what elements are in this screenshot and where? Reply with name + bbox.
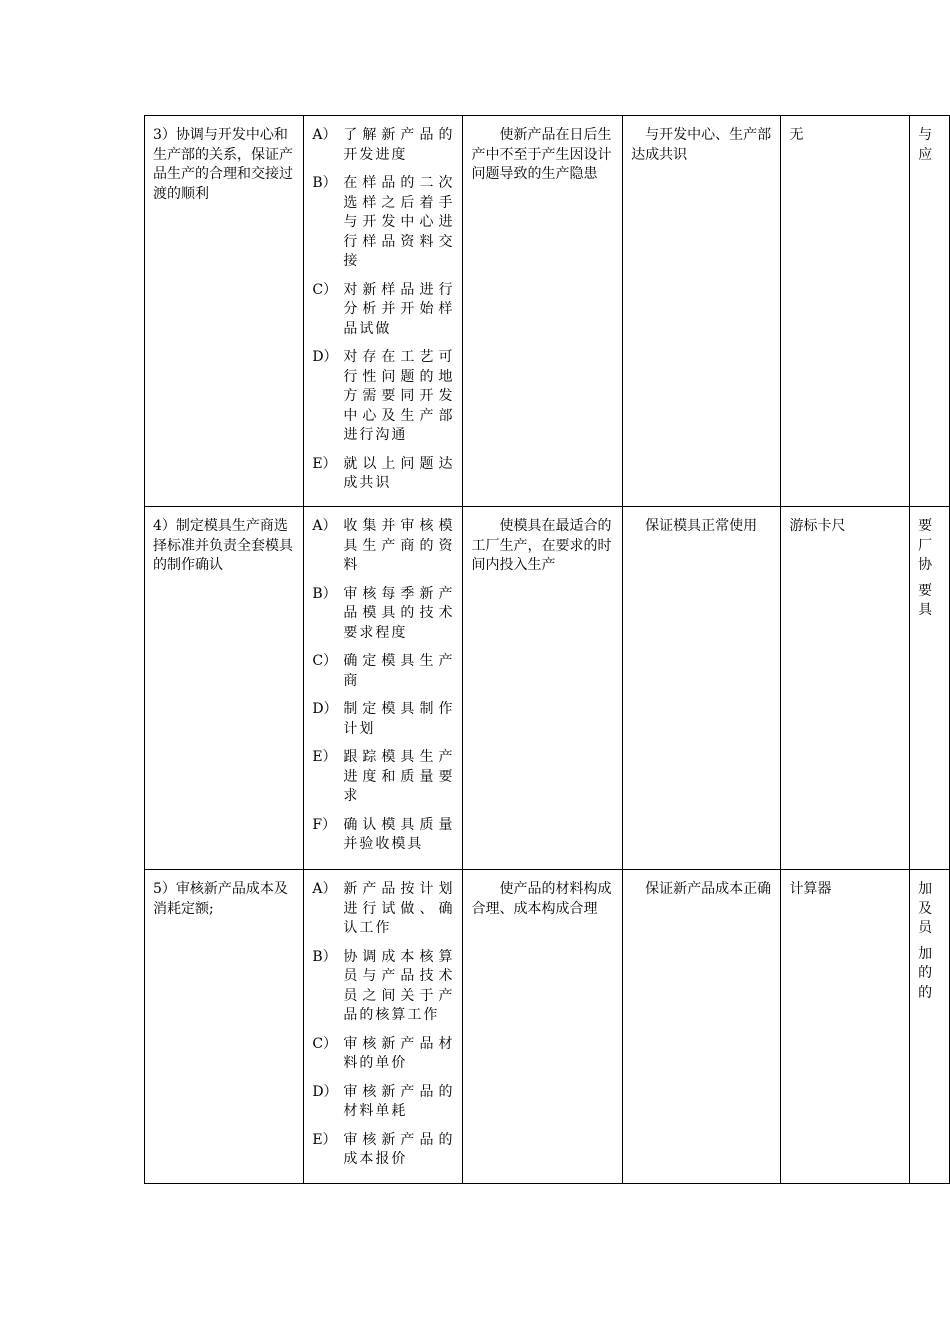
list-item bbox=[312, 174, 454, 272]
list-item bbox=[312, 517, 454, 576]
step-text: 协调成本核算员与产品技术员之间关于产品的核算工作 bbox=[343, 948, 455, 1023]
note-line: 与 bbox=[918, 127, 933, 143]
step-text: 跟踪模具生产进度和质量要求 bbox=[343, 749, 455, 804]
step-text: 确定模具生产商 bbox=[343, 653, 455, 689]
list-item bbox=[312, 126, 454, 165]
note-cell bbox=[910, 116, 950, 507]
tool-cell: 无 bbox=[781, 116, 910, 507]
standard-cell: 与开发中心、生产部达成共识 bbox=[623, 116, 781, 507]
note-line: 员 bbox=[918, 920, 933, 936]
step-label: E） bbox=[312, 1131, 337, 1148]
step-text: 就以上问题达成共识 bbox=[343, 455, 455, 491]
purpose-cell: 使产品的材料构成合理、成本构成合理 bbox=[463, 870, 623, 1184]
list-item bbox=[312, 948, 454, 1026]
step-label: B） bbox=[312, 175, 337, 191]
standard-cell: 保证模具正常使用 bbox=[623, 507, 781, 870]
step-label: C） bbox=[312, 281, 338, 298]
step-text: 审核每季新产品模具的技术要求程度 bbox=[343, 585, 455, 641]
list-item bbox=[312, 880, 454, 939]
note-line: 的 bbox=[918, 965, 933, 981]
step-text: 审核新产品的材料单耗 bbox=[343, 1083, 455, 1119]
step-label: E） bbox=[312, 455, 337, 472]
step-text: 制定模具制作计划 bbox=[343, 701, 455, 737]
step-label: F） bbox=[312, 816, 337, 833]
step-label: A） bbox=[312, 127, 337, 143]
note-line: 应 bbox=[918, 146, 933, 163]
note-line: 要 bbox=[918, 582, 933, 599]
tool-cell: 计算器 bbox=[781, 870, 910, 1184]
step-text: 在样品的二次选样之后着手与开发中心进行样品资料交接 bbox=[343, 175, 455, 269]
step-label: C） bbox=[312, 1035, 338, 1052]
note-cell bbox=[910, 507, 950, 870]
step-label: D） bbox=[312, 349, 338, 365]
step-label: C） bbox=[312, 653, 338, 669]
note-line: 及 bbox=[918, 900, 933, 917]
step-text: 对存在工艺可行性问题的地方需要同开发中心及生产部进行沟通 bbox=[343, 349, 455, 443]
list-item bbox=[312, 1035, 454, 1074]
list-item bbox=[312, 748, 454, 807]
step-text: 确认模具质量并验收模具 bbox=[343, 816, 455, 852]
step-label: B） bbox=[312, 585, 337, 602]
step-label: A） bbox=[312, 518, 337, 534]
steps-cell bbox=[304, 870, 463, 1184]
note-line: 要 bbox=[918, 518, 933, 534]
purpose-cell: 使模具在最适合的工厂生产，在要求的时间内投入生产 bbox=[463, 507, 623, 870]
task-cell: 5）审核新产品成本及消耗定额; bbox=[145, 870, 304, 1184]
list-item bbox=[312, 1131, 454, 1170]
note-line: 厂 bbox=[918, 537, 933, 554]
table-row bbox=[145, 507, 950, 870]
table-row bbox=[145, 116, 950, 507]
list-item bbox=[312, 281, 454, 340]
list-item bbox=[312, 1083, 454, 1122]
step-label: B） bbox=[312, 948, 337, 965]
note-line: 的 bbox=[918, 984, 933, 1001]
step-text: 新产品按计划进行试做、确认工作 bbox=[343, 881, 455, 936]
list-item bbox=[312, 348, 454, 446]
task-cell: 4）制定模具生产商选择标准并负责全套模具的制作确认 bbox=[145, 507, 304, 870]
list-item bbox=[312, 652, 454, 691]
note-cell bbox=[910, 870, 950, 1184]
step-label: E） bbox=[312, 749, 337, 765]
steps-cell bbox=[304, 116, 463, 507]
note-line: 协 bbox=[918, 557, 933, 573]
step-text: 审核新产品的成本报价 bbox=[343, 1131, 455, 1167]
purpose-cell: 使新产品在日后生产中不至于产生因设计问题导致的生产隐患 bbox=[463, 116, 623, 507]
step-label: D） bbox=[312, 701, 338, 717]
note-line: 加 bbox=[918, 945, 933, 962]
task-cell: 3）协调与开发中心和生产部的关系，保证产品生产的合理和交接过渡的顺利 bbox=[145, 116, 304, 507]
list-item bbox=[312, 816, 454, 855]
step-text: 对新样品进行分析并开始样品试做 bbox=[343, 281, 455, 337]
step-text: 收集并审核模具生产商的资料 bbox=[343, 518, 455, 573]
standard-cell: 保证新产品成本正确 bbox=[623, 870, 781, 1184]
note-line: 加 bbox=[918, 881, 933, 897]
list-item bbox=[312, 700, 454, 739]
note-line: 具 bbox=[918, 602, 933, 618]
list-item bbox=[312, 455, 454, 494]
responsibility-table bbox=[144, 115, 950, 1184]
steps-cell bbox=[304, 507, 463, 870]
step-label: D） bbox=[312, 1083, 338, 1100]
step-label: A） bbox=[312, 881, 337, 897]
step-text: 了解新产品的开发进度 bbox=[343, 127, 455, 163]
list-item bbox=[312, 585, 454, 644]
tool-cell: 游标卡尺 bbox=[781, 507, 910, 870]
step-text: 审核新产品材料的单价 bbox=[343, 1035, 455, 1071]
table-row bbox=[145, 870, 950, 1184]
